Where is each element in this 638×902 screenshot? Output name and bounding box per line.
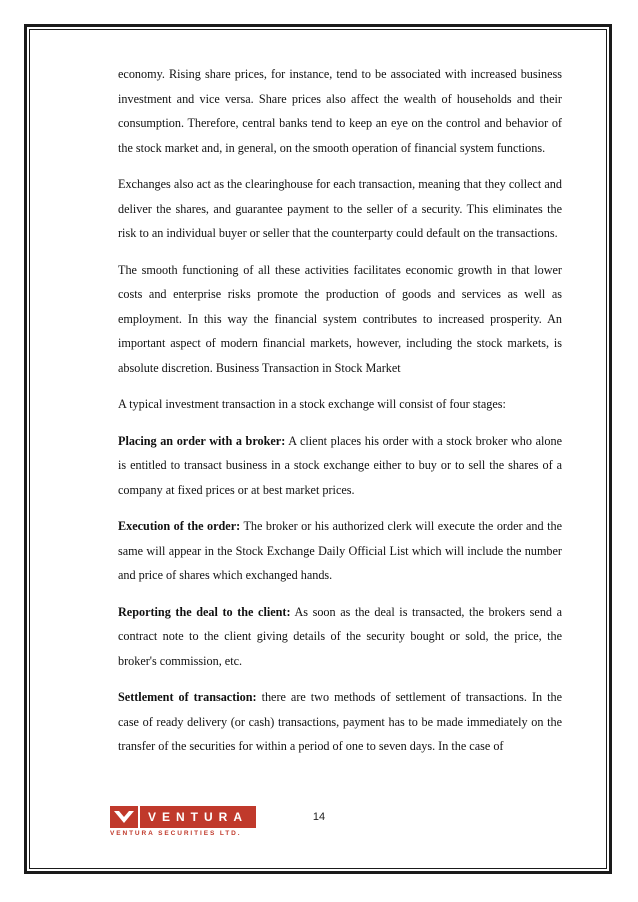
paragraph-text: A typical investment transaction in a stock exchange will consist of four stages:: [118, 397, 506, 411]
logo-subtitle: VENTURA SECURITIES LTD.: [110, 830, 242, 837]
paragraph-text: The broker or his authorized clerk will execute the order and the same will appear in the Stock Exchange Daily Official List which will include the number and price of shares which exchanged hands.: [118, 519, 562, 582]
paragraph-text: there are two methods of settlement of transactions. In the case of ready delivery (or cash) transactions, payment has to be made immediately on the transfer of the securities for within a period of one to seven days. In the case of: [118, 690, 562, 753]
paragraph-1: [118, 62, 562, 160]
paragraph-text: Exchanges also act as the clearinghouse for each transaction, meaning that they collect and deliver the shares, and guarantee payment to the seller of a security. This eliminates the risk to an individual buyer or seller that the counterparty could default on the transactions.: [118, 177, 562, 240]
paragraph-4: [118, 392, 562, 417]
paragraph-text: As soon as the deal is transacted, the brokers send a contract note to the client giving details of the security bought or sold, the price, the broker's commission, etc.: [118, 604, 563, 668]
paragraph-2: [118, 172, 562, 246]
paragraph-5: [118, 429, 562, 503]
paragraph-lead: Execution of the order:: [118, 519, 241, 533]
paragraph-3: [118, 258, 562, 381]
paragraph-text: A client places his order with a stock broker who alone is entitled to transact business in a stock exchange either to buy or to sell the shares of a company at fixed prices or at best market prices.: [118, 433, 562, 497]
paragraph-lead: Placing an order with a broker:: [118, 433, 286, 448]
paragraph-text: The smooth functioning of all these activities facilitates economic growth in that lower costs and enterprise risks promote the production of goods and services as well as employment. In this way the financial system contributes to increased prosperity. An important aspect of modern financial markets, however, including the stock markets, is absolute discretion. Business Transaction in Stock Market: [118, 262, 562, 375]
page-number: 14: [312, 811, 326, 823]
paragraph-7: [118, 600, 562, 674]
paragraph-text: economy. Rising share prices, for instance, tend to be associated with increased business investment and vice versa. Share prices also affect the wealth of households and their consumption. Therefore, central banks tend to keep an eye on the control and behavior of the stock market and, in general, on the smooth operation of financial system functions.: [118, 67, 562, 155]
logo-wordmark: VENTURA: [140, 806, 256, 828]
paragraph-8: [118, 685, 562, 759]
document-body: [118, 62, 562, 771]
paragraph-lead: Reporting the deal to the client:: [118, 604, 291, 619]
paragraph-6: [118, 514, 562, 588]
paragraph-lead: Settlement of transaction:: [118, 690, 257, 704]
